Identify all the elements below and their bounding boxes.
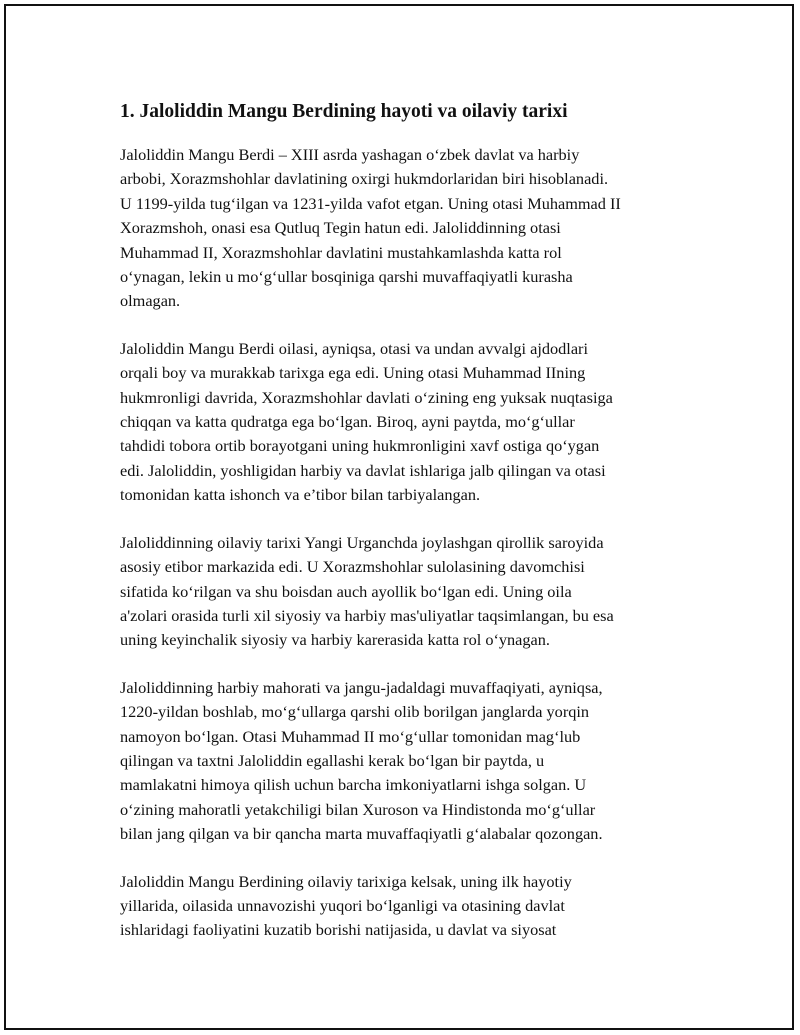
text-line: o‘zining mahoratli yetakchiligi bilan Xuroson va Hindistonda mo‘g‘ullar xyxy=(120,799,596,819)
text-line: arbobi, Xorazmshohlar davlatining oxirgi hukmdorlaridan biri hisoblanadi. xyxy=(120,169,609,189)
text-line: olmagan. xyxy=(120,291,181,311)
text-line: Jaloliddin Mangu Berdining oilaviy tarixiga kelsak, uning ilk hayotiy xyxy=(120,871,572,891)
text-line: Xorazmshoh, onasi esa Qutluq Tegin hatun edi. Jaloliddinning otasi xyxy=(120,218,561,238)
text-line: edi. Jaloliddin, yoshligidan harbiy va davlat ishlariga jalb qilingan va otasi xyxy=(120,460,606,480)
text-line: a'zolari orasida turli xil siyosiy va harbiy mas'uliyatlar taqsimlangan, bu esa xyxy=(120,605,614,625)
page-frame xyxy=(4,4,794,1030)
paragraph-3 xyxy=(120,531,700,653)
text-line: 1220-yildan boshlab, mo‘g‘ullarga qarshi olib borilgan janglarda yorqin xyxy=(120,702,590,722)
paragraph-4 xyxy=(120,676,700,847)
text-line: bilan jang qilgan va bir qancha marta muvaffaqiyatli g‘alabalar qozongan. xyxy=(120,824,603,844)
section-title: 1. Jaloliddin Mangu Berdining hayoti va oilaviy tarixi xyxy=(120,101,568,122)
text-line: Muhammad II, Xorazmshohlar davlatini mustahkamlashda katta rol xyxy=(120,242,562,262)
paragraph-2 xyxy=(120,337,700,508)
text-line: ishlaridagi faoliyatini kuzatib borishi natijasida, u davlat va siyosat xyxy=(120,920,557,940)
text-line: asosiy etibor markazida edi. U Xorazmshohlar sulolasining davomchisi xyxy=(120,557,585,577)
text-line: Jaloliddinning oilaviy tarixi Yangi Urganchda joylashgan qirollik saroyida xyxy=(120,532,604,552)
text-line: U 1199-yilda tug‘ilgan va 1231-yilda vafot etgan. Uning otasi Muhammad II xyxy=(120,193,621,213)
text-line: tahdidi tobora ortib borayotgani uning hukmronligini xavf ostiga qo‘ygan xyxy=(120,436,600,456)
paragraph-5 xyxy=(120,870,700,943)
text-line: qilingan va taxtni Jaloliddin egallashi kerak bo‘lgan bir paytda, u xyxy=(120,750,545,770)
text-line: Jaloliddin Mangu Berdi – XIII asrda yashagan o‘zbek davlat va harbiy xyxy=(120,145,580,164)
text-line: Jaloliddin Mangu Berdi oilasi, ayniqsa, otasi va undan avvalgi ajdodlari xyxy=(120,338,588,358)
text-line: sifatida ko‘rilgan va shu boisdan auch ayollik bo‘lgan edi. Uning oila xyxy=(120,581,572,601)
paragraph-1 xyxy=(120,143,700,314)
text-line: o‘ynagan, lekin u mo‘g‘ullar bosqiniga qarshi muvaffaqiyatli kurasha xyxy=(120,267,573,287)
text-line: mamlakatni himoya qilish uchun barcha imkoniyatlarni ishga solgan. U xyxy=(120,775,587,795)
text-line: orqali boy va murakkab tarixga ega edi. Uning otasi Muhammad IIning xyxy=(120,363,586,383)
text-line: tomonidan katta ishonch va e’tibor bilan tarbiyalangan. xyxy=(120,485,481,505)
text-line: namoyon bo‘lgan. Otasi Muhammad II mo‘g‘ullar tomonidan mag‘lub xyxy=(120,726,581,746)
text-line: chiqqan va katta qudratga ega bo‘lgan. Biroq, ayni paytda, mo‘g‘ullar xyxy=(120,412,575,432)
text-line: hukmronligi davrida, Xorazmshohlar davlati o‘zining eng yuksak nuqtasiga xyxy=(120,387,613,407)
text-line: uning keyinchalik siyosiy va harbiy karerasida katta rol o‘ynagan. xyxy=(120,630,550,650)
text-line: yillarida, oilasida unnavozishi yuqori bo‘lganligi va otasining davlat xyxy=(120,895,565,915)
text-line: Jaloliddinning harbiy mahorati va jangu-jadaldagi muvaffaqiyati, ayniqsa, xyxy=(120,677,603,697)
document-body xyxy=(120,99,700,966)
